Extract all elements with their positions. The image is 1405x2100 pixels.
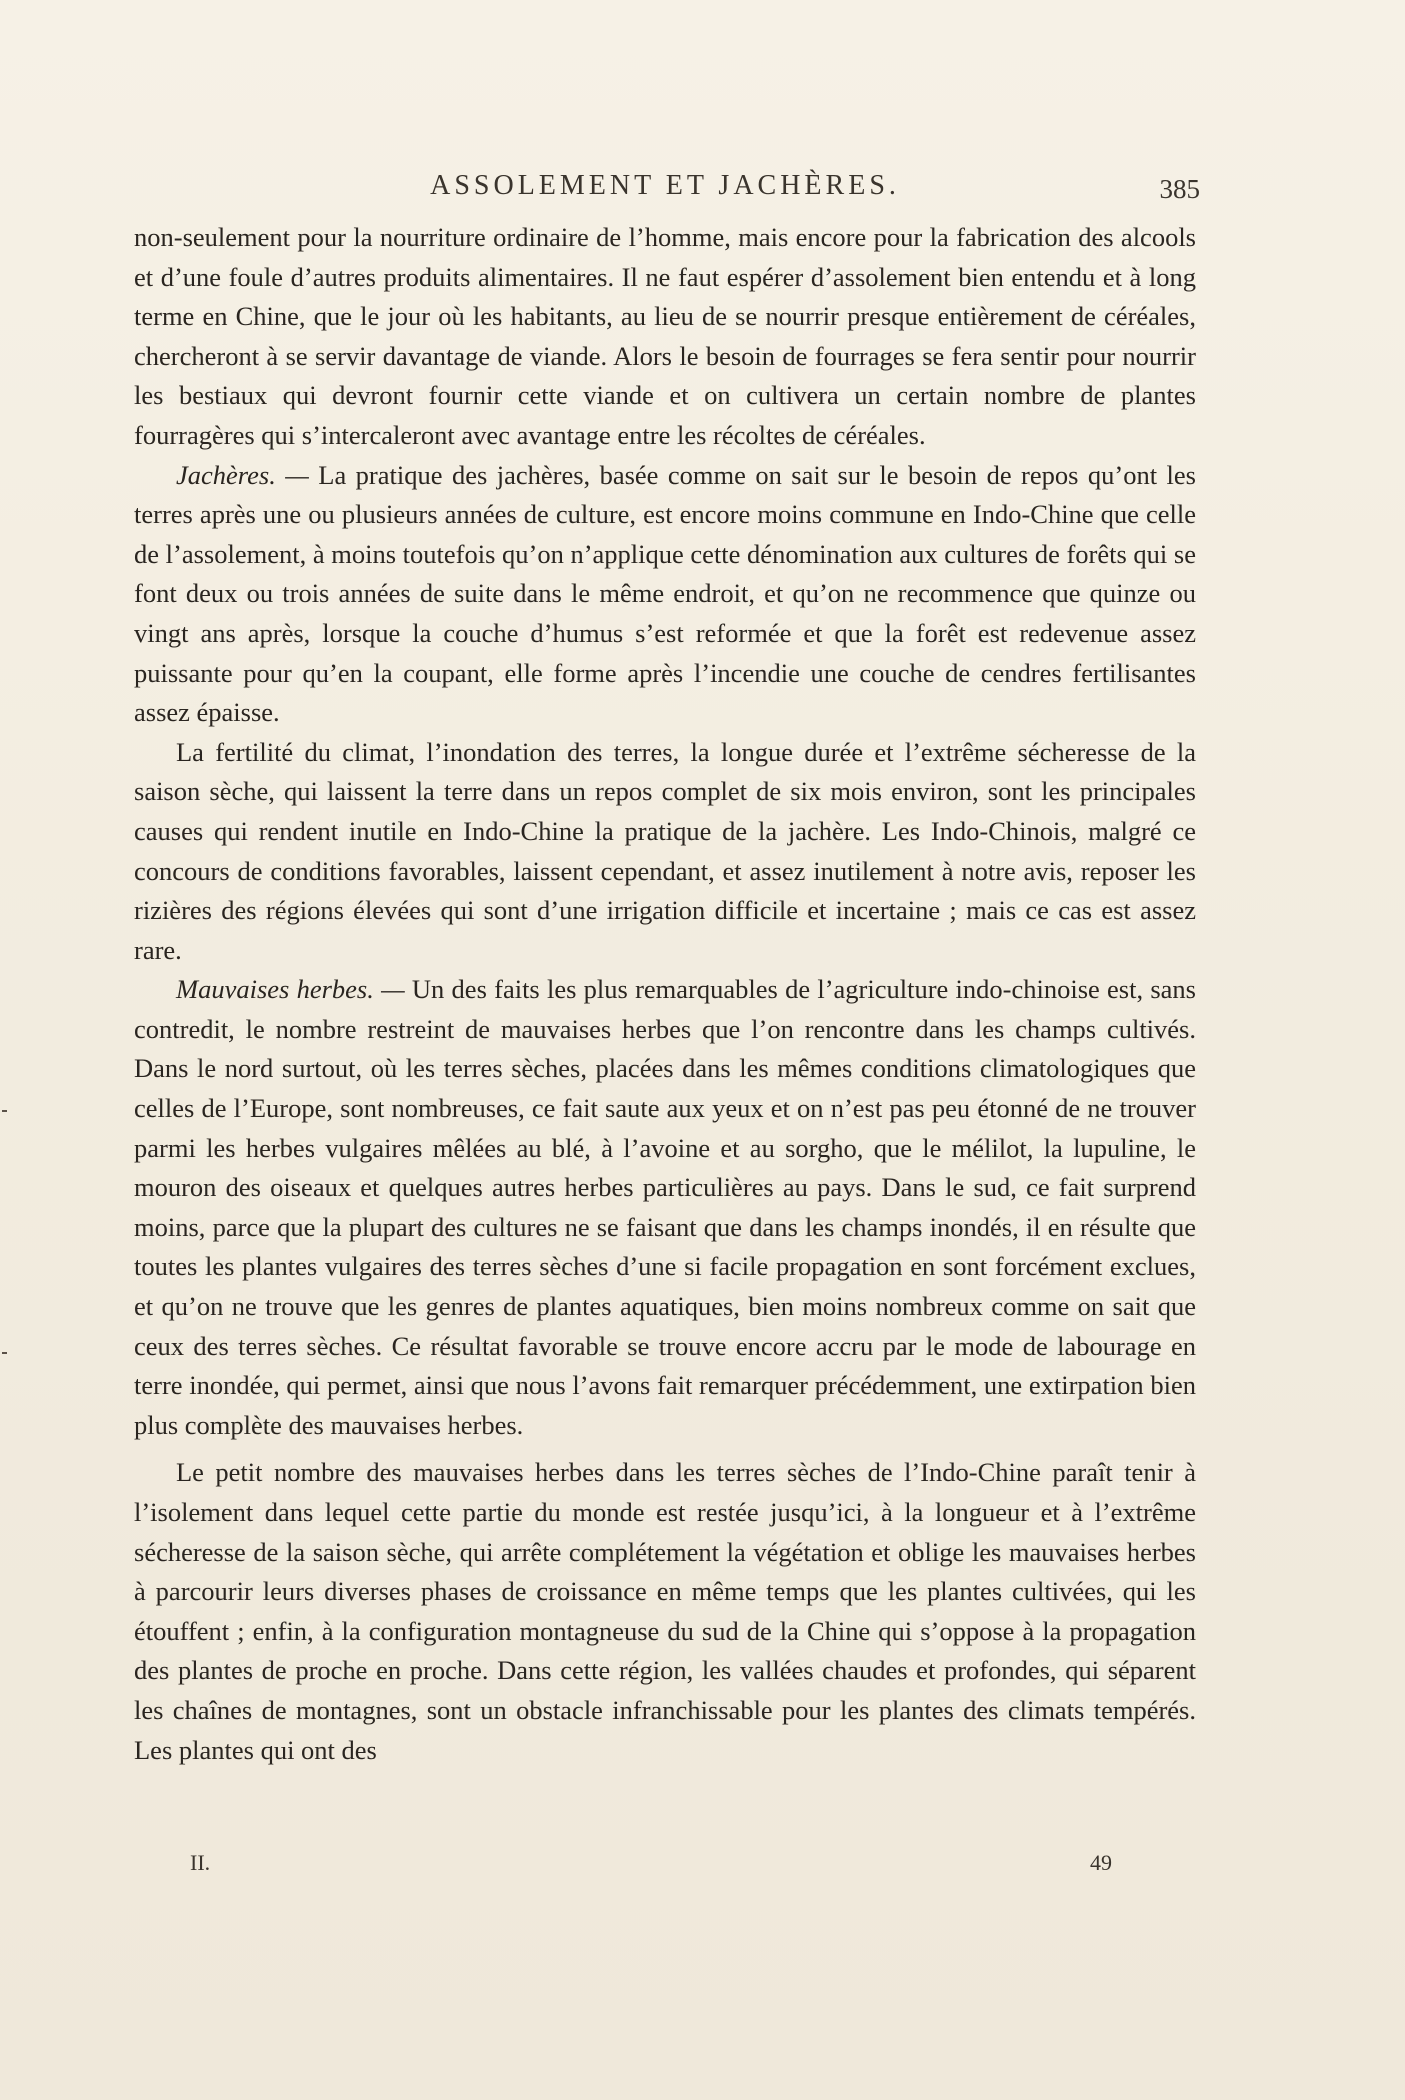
paragraph-petit-nombre [134, 1453, 1196, 1770]
paragraph-text: Un des faits les plus remarquables de l’agriculture indo-chinoise est, sans contredit, le nombre restreint de mauvaises herbes que l’on rencontre dans les champs cultivés. Dans le nord surtout, où les terres sèches, placées dans les mêmes conditions climatologiques que celles de l’Europe, sont nombreuses, ce fait saute aux yeux et on n’est pas peu étonné de ne trouver parmi les herbes vulgaires mêlées au blé, à l’avoine et au sorgho, que le mélilot, la lupuline, le mouron des oiseaux et quelques autres herbes particulières au pays. Dans le sud, ce fait surprend moins, parce que la plupart des cultures ne se faisant que dans les champs inondés, il en résulte que toutes les plantes vulgaires des terres sèches d’une si facile propagation en sont forcément exclues, et qu’on ne trouve que les genres de plantes aquatiques, bien moins nombreux comme on sait que ceux des terres sèches. Ce résultat favorable se trouve encore accru par le mode de labourage en terre inondée, qui permet, ainsi que nous l’avons fait remarquer précédemment, une extirpation bien plus complète des mauvaises herbes. [134, 974, 1196, 1440]
paragraph-text: non-seulement pour la nourriture ordinaire de l’homme, mais encore pour la fabrication des alcools et d’une foule d’autres produits alimentaires. Il ne faut espérer d’assolement bien entendu et à long terme en Chine, que le jour où les habitants, au lieu de se nourrir presque entièrement de céréales, chercheront à se servir davantage de viande. Alors le besoin de fourrages se fera sentir pour nourrir les bestiaux qui devront fournir cette viande et on cultivera un certain nombre de plantes fourragères qui s’intercaleront avec avantage entre les récoltes de céréales. [134, 222, 1196, 450]
paragraph-fertilite [134, 733, 1196, 971]
page-header [130, 170, 1200, 210]
section-lead-jacheres: Jachères. — [176, 459, 309, 490]
paragraph-text: La fertilité du climat, l’inondation des terres, la longue durée et l’extrême sécheresse de la saison sèche, qui laissent la terre dans un repos complet de six mois environ, sont les principales causes qui rendent inutile en Indo-Chine la pratique de la jachère. Les Indo-Chinois, malgré ce concours de conditions favorables, laissent cependant, et assez inutilement à notre avis, reposer les rizières des régions élevées qui sont d’une irrigation difficile et incertaine ; mais ce cas est assez rare. [134, 736, 1196, 965]
sheet-number: 49 [1090, 1850, 1112, 1875]
page-number: 385 [1159, 174, 1200, 204]
section-lead-mauvaises-herbes: Mauvaises herbes. — [176, 974, 405, 1005]
paragraph-jacheres [134, 456, 1196, 733]
page-footer [130, 1850, 1200, 1880]
body-text [134, 218, 1196, 1770]
running-title: ASSOLEMENT ET JACHÈRES. [430, 170, 900, 201]
paragraph-text: La pratique des jachères, basée comme on sait sur le besoin de repos qu’ont les terres après une ou plusieurs années de culture, est encore moins commune en Indo-Chine que celle de l’assolement, à moins toutefois qu’on n’applique cette dénomination aux cultures de forêts qui se font deux ou trois années de suite dans le même endroit, et qu’on ne recommence que quinze ou vingt ans après, lorsque la couche d’humus s’est reformée et que la forêt est redevenue assez puissante pour qu’en la coupant, elle forme après l’incendie une couche de cendres fertilisantes assez épaisse. [134, 459, 1196, 728]
paragraph-text: Le petit nombre des mauvaises herbes dans les terres sèches de l’Indo-Chine paraît tenir à l’isolement dans lequel cette partie du monde est restée jusqu’ici, à la longueur et à l’extrême sécheresse de la saison sèche, qui arrête complétement la végétation et oblige les mauvaises herbes à parcourir leurs diverses phases de croissance en même temps que les plantes cultivées, qui les étouffent ; enfin, à la configuration montagneuse du sud de la Chine qui s’oppose à la propagation des plantes de proche en proche. Dans cette région, les vallées chaudes et profondes, qui séparent les chaînes de montagnes, sont un obstacle infranchissable pour les plantes des climats tempérés. Les plantes qui ont des [134, 1457, 1196, 1765]
signature-mark: II. [190, 1850, 211, 1875]
paragraph-mauvaises-herbes [134, 970, 1196, 1445]
margin-tick-mark [2, 1110, 7, 1112]
margin-tick-mark [2, 1352, 7, 1354]
paragraph-assolement-continued [134, 218, 1196, 456]
